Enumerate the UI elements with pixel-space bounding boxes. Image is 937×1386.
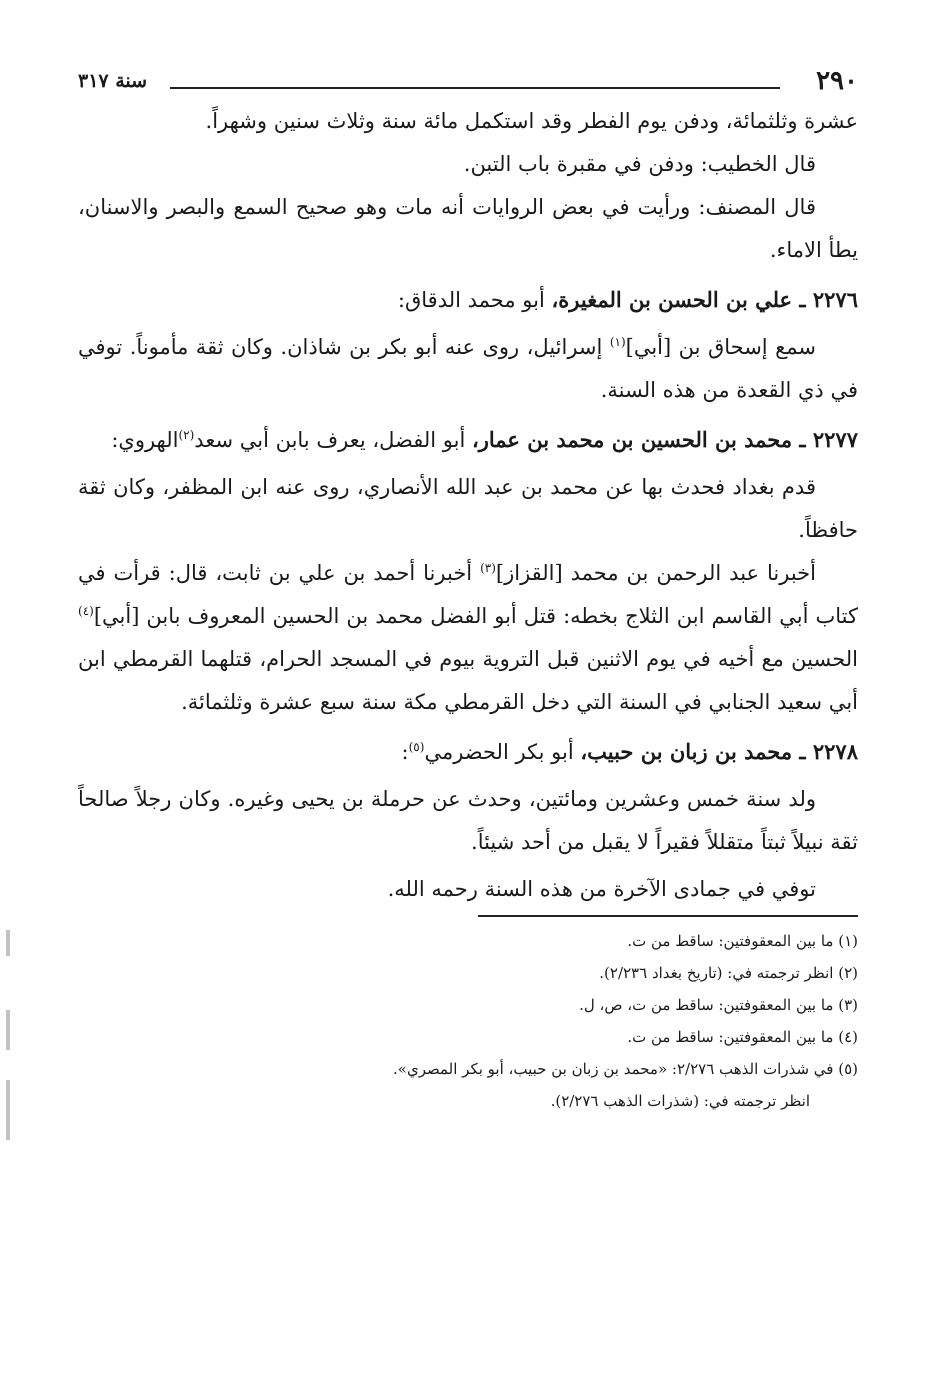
paragraph bbox=[78, 552, 858, 724]
text-run: الحسين مع أخيه في يوم الاثنين قبل التروية بيوم في المسجد الحرام، قتلهما القرمطي ابن أبي سعيد الجنابي في السنة التي دخل القرمطي مكة سنة سبع عشرة وثلثمائة. bbox=[78, 647, 858, 714]
paragraph: ولد سنة خمس وعشرين ومائتين، وحدث عن حرملة بن يحيى وغيره. وكان رجلاً صالحاً ثقة نبيلاً ثبتاً متقللاً فقيراً لا يقبل من أحد شيئاً. bbox=[78, 787, 858, 854]
footnote: (٢) انظر ترجمته في: (تاريخ بغداد ٢/٢٣٦). bbox=[599, 964, 858, 982]
entry-number-name: ٢٢٧٨ ـ محمد بن زبان بن حبيب، bbox=[580, 739, 858, 764]
page-header bbox=[78, 56, 858, 100]
running-head: سنة ٣١٧ bbox=[78, 70, 148, 92]
scan-edge-mark bbox=[6, 930, 10, 956]
paragraph bbox=[78, 326, 858, 412]
text-run: أخبرنا عبد الرحمن بن محمد [القزاز] bbox=[495, 561, 816, 585]
footnote: (٣) ما بين المعقوفتين: ساقط من ت، ص، ل. bbox=[579, 996, 858, 1014]
book-page bbox=[78, 56, 858, 1117]
entry-heading-rest: أبو بكر الحضرمي bbox=[424, 740, 581, 764]
scan-edge-mark bbox=[6, 1010, 10, 1050]
entry-number-name: ٢٢٧٦ ـ علي بن الحسن بن المغيرة، bbox=[551, 287, 858, 312]
entry-heading-rest: الهروي: bbox=[111, 428, 179, 452]
entry-heading-rest: أبو محمد الدقاق: bbox=[397, 288, 552, 312]
paragraph: قال الخطيب: ودفن في مقبرة باب التبن. bbox=[463, 152, 816, 176]
footnote: (٤) ما بين المعقوفتين: ساقط من ت. bbox=[627, 1028, 858, 1046]
footnote-ref: (٥) bbox=[408, 740, 425, 754]
entry-number-name: ٢٢٧٧ ـ محمد بن الحسين بن محمد بن عمار، bbox=[471, 427, 858, 452]
entry-heading-rest: : bbox=[401, 740, 409, 764]
scan-edge-mark bbox=[6, 1080, 10, 1140]
entry-heading-rest: أبو الفضل، يعرف بابن أبي سعد bbox=[194, 428, 472, 452]
footnote-rule bbox=[478, 915, 858, 917]
footnote-ref: (٣) bbox=[480, 561, 496, 575]
text-run: إسرائيل، روى عنه أبو بكر بن شاذان. وكان ثقة مأموناً. توفي في ذي القعدة من هذه السنة. bbox=[78, 335, 858, 402]
text-run: أخبرنا أحمد بن علي بن ثابت، قال: قرأت في كتاب أبي القاسم ابن الثلاج بخطه: قتل أبو الفضل محمد بن الحسين المعروف بابن [أبي] bbox=[78, 561, 858, 628]
paragraph: قدم بغداد فحدث بها عن محمد بن عبد الله الأنصاري، روى عنه ابن المظفر، وكان ثقة حافظاً. bbox=[78, 475, 858, 542]
entry-heading bbox=[78, 418, 858, 462]
paragraph: توفي في جمادى الآخرة من هذه السنة رحمه الله. bbox=[387, 877, 816, 901]
footnote-ref: (٤) bbox=[78, 604, 94, 618]
paragraph: عشرة وثلثمائة، ودفن يوم الفطر وقد استكمل مائة سنة وثلاث سنين وشهراً. bbox=[205, 109, 858, 133]
footnote-ref: (٢) bbox=[178, 428, 195, 442]
page-number: ٢٩٠ bbox=[816, 66, 858, 96]
paragraph: قال المصنف: ورأيت في بعض الروايات أنه مات وهو صحيح السمع والبصر والاسنان، يطأ الاماء. bbox=[78, 195, 858, 262]
footnote: (١) ما بين المعقوفتين: ساقط من ت. bbox=[627, 932, 858, 950]
footnotes bbox=[78, 925, 858, 1117]
entry-heading bbox=[78, 730, 858, 774]
footnote-continuation: انظر ترجمته في: (شذرات الذهب ٢/٢٧٦). bbox=[550, 1092, 810, 1110]
text-run: سمع إسحاق بن [أبي] bbox=[625, 335, 816, 359]
entry-heading bbox=[78, 278, 858, 322]
footnote-ref: (١) bbox=[609, 335, 626, 349]
footnote: (٥) في شذرات الذهب ٢/٢٧٦: «محمد بن زبان بن حبيب، أبو بكر المصري». bbox=[393, 1060, 858, 1078]
header-rule bbox=[170, 87, 780, 89]
